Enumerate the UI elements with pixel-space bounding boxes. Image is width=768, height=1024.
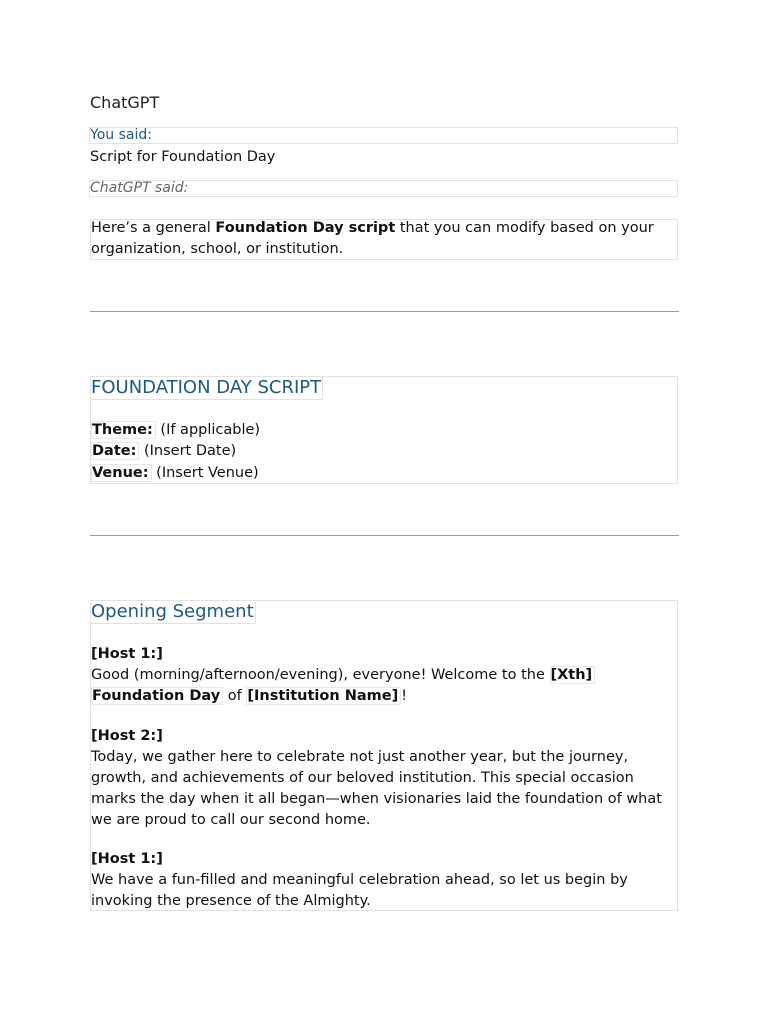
opening-heading: Opening Segment [91,601,254,622]
opening-section [90,600,678,911]
host2-paragraph [91,726,679,831]
host1b-paragraph [91,849,679,912]
meta-venue [91,463,260,484]
meta-theme [91,420,260,441]
meta-date [91,441,260,462]
script-header-section [90,376,678,484]
intro-tail: that you can modify based on your organization, school, or institution. [91,220,654,257]
host-label: [Host 2:] [91,728,163,744]
user-message: Script for Foundation Day [90,149,276,165]
host-label: [Host 1:] [91,646,163,662]
meta-value: (Insert Venue) [151,464,259,481]
host1b-text: We have a fun-filled and meaningful celebration ahead, so let us begin by invoking the presence of the Almighty. [91,872,628,909]
host1-text-c: ! [401,688,408,704]
host1-text-b: of [223,688,247,704]
meta-key: Venue: [91,464,152,482]
script-meta [91,420,260,484]
host1-bold-c: [Institution Name] [246,687,401,705]
host2-text: Today, we gather here to celebrate not just another year, but the journey, growth, and achievements of our beloved institution. This special occasion marks the day when it all began—when visionaries laid the foundation of what we are proud to call our second home. [91,749,662,828]
intro-bold: Foundation Day script [215,220,396,236]
host-label: [Host 1:] [91,851,163,867]
meta-value: (If applicable) [155,422,261,438]
meta-key: Theme: [91,421,156,439]
host1-bold-a: [Xth] [550,666,596,684]
divider [90,535,679,536]
meta-key: Date: [91,442,139,460]
user-label: You said: [89,127,678,144]
app-title: ChatGPT [90,93,160,112]
meta-value: (Insert Date) [139,443,237,460]
script-heading: FOUNDATION DAY SCRIPT [91,377,322,398]
host1-text-a: Good (morning/afternoon/evening), everyone! Welcome to the [91,667,550,683]
host1-paragraph [91,644,679,707]
host1-bold-b: Foundation Day [91,687,223,705]
divider [90,311,679,312]
assistant-label: ChatGPT said: [89,180,678,197]
intro-lead: Here’s a general [91,220,216,236]
intro-paragraph [90,219,678,260]
